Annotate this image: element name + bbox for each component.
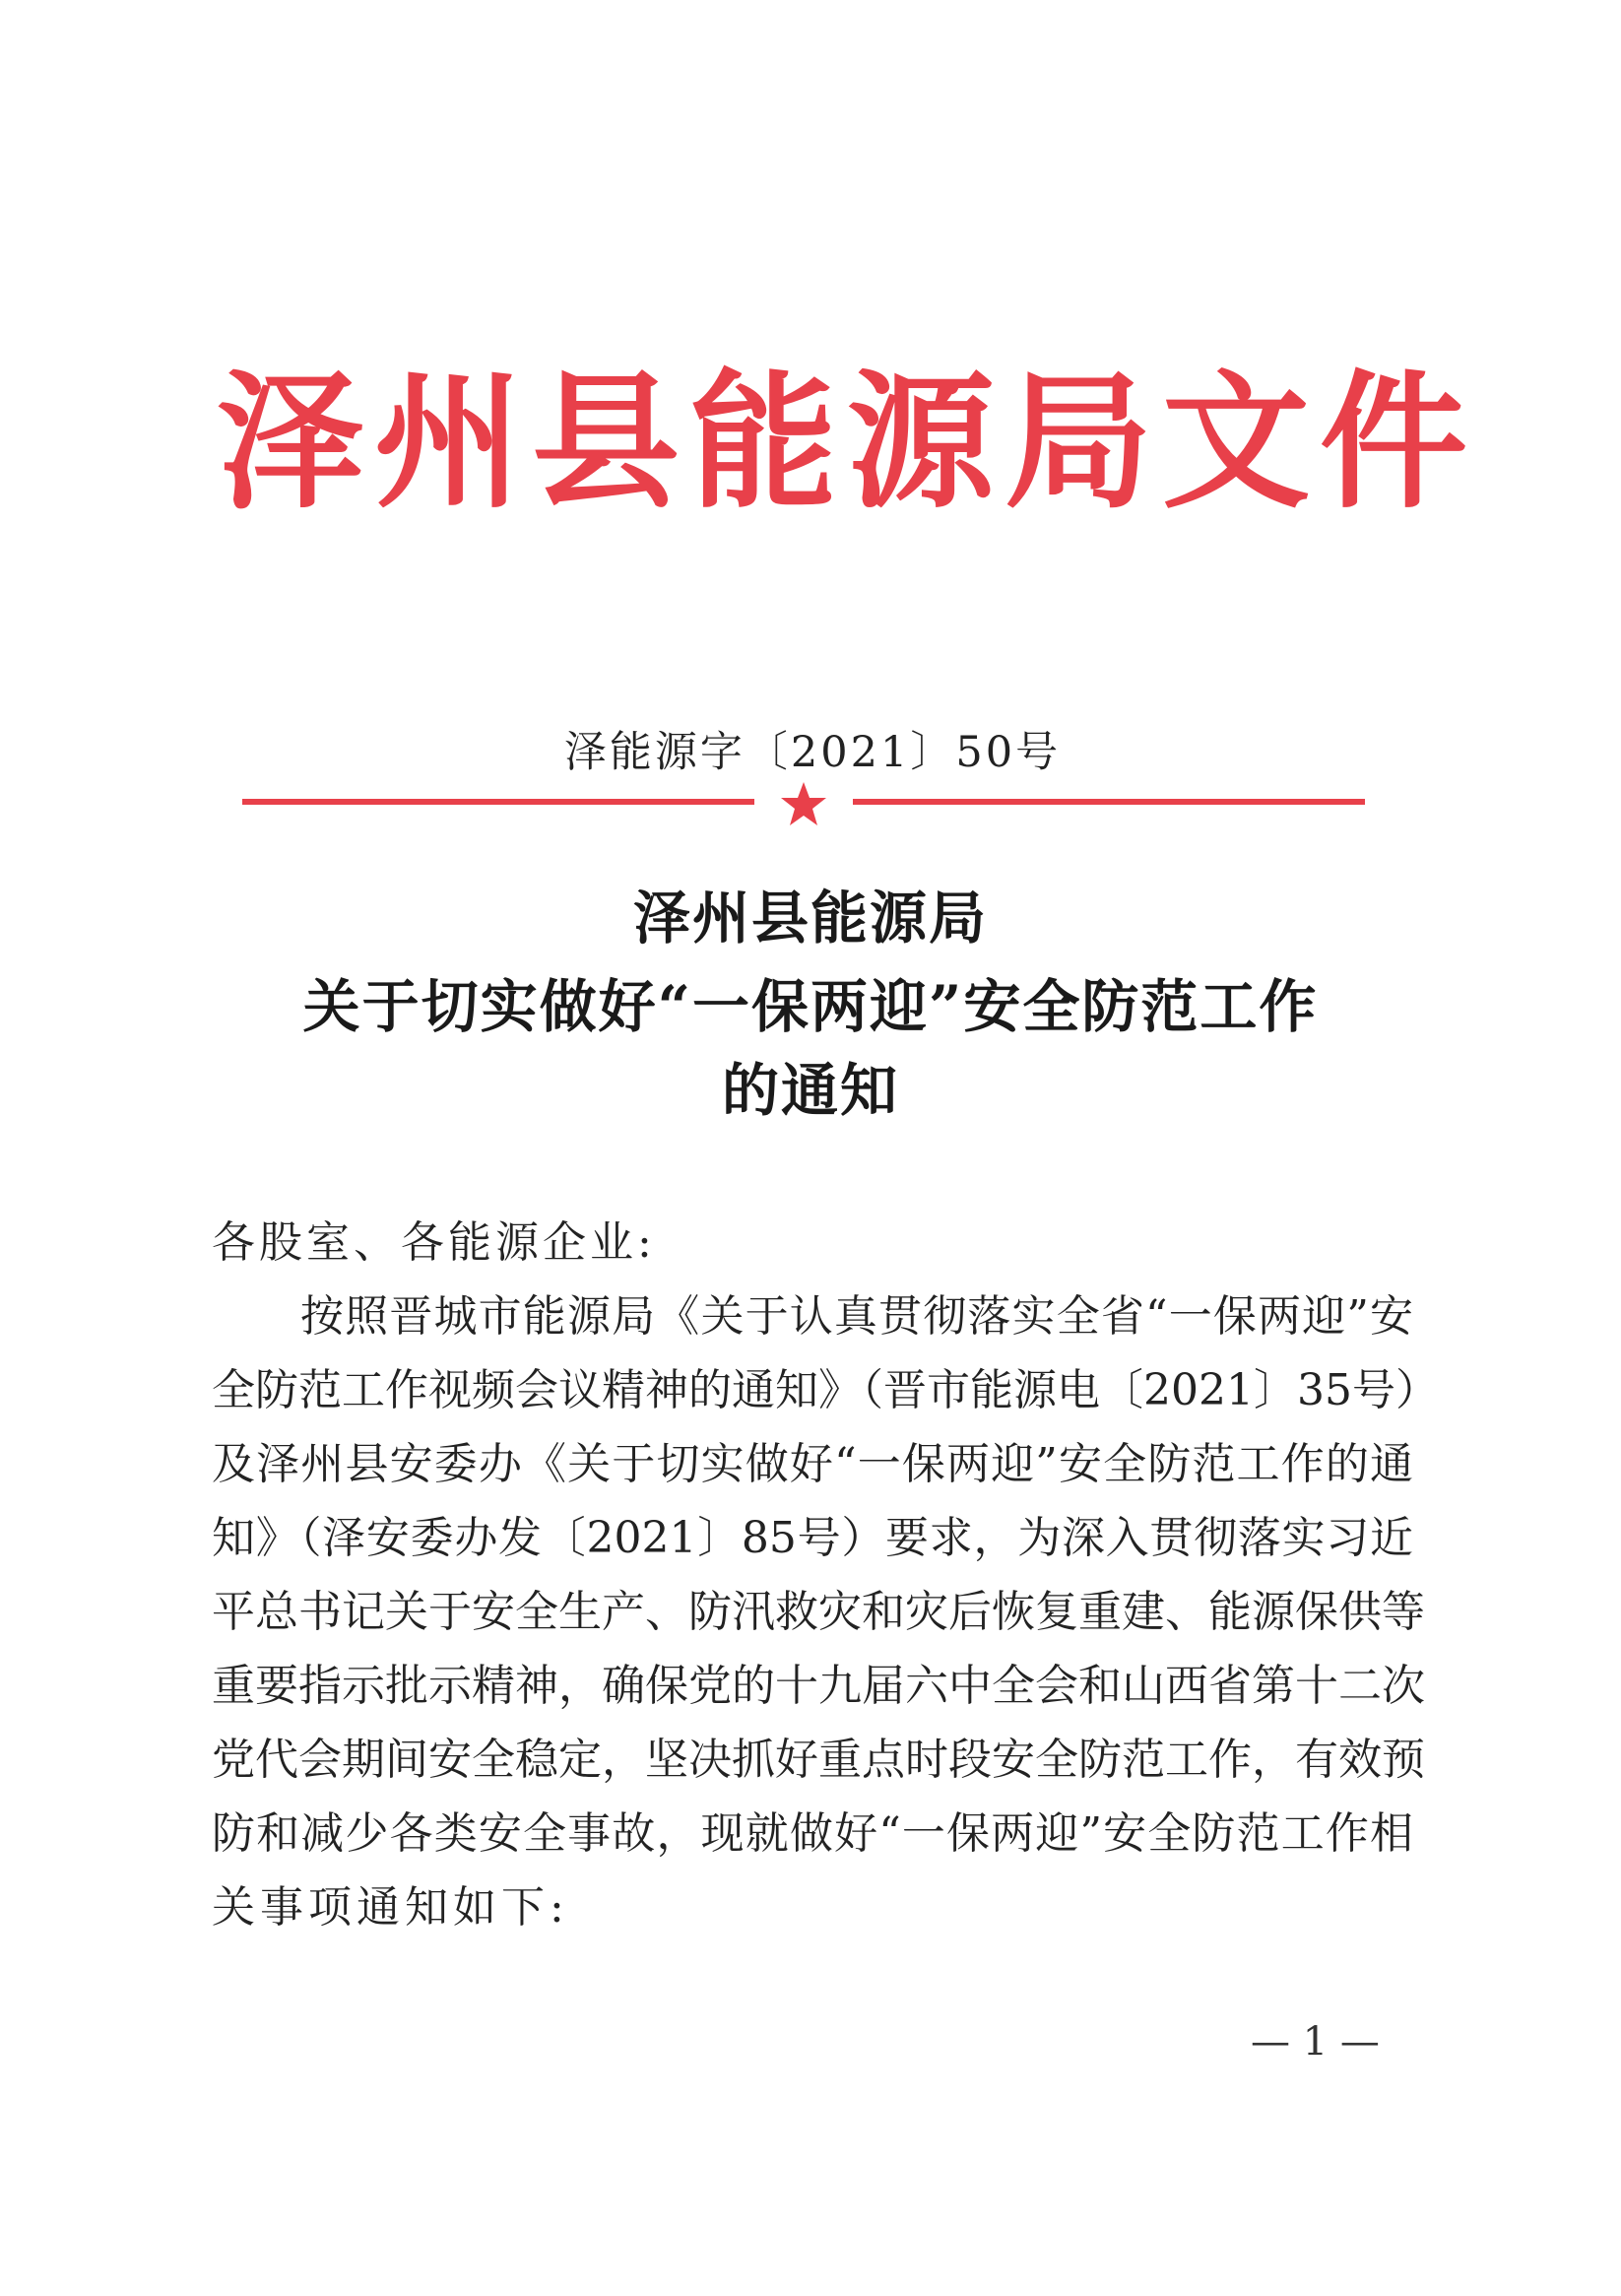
body-line: 关事项通知如下: bbox=[212, 1882, 569, 1933]
body-line: 重要指示批示精神，确保党的十九届六中全会和山西省第十二次 bbox=[212, 1661, 1425, 1711]
document-masthead: 泽州县能源局文件 bbox=[217, 358, 1478, 529]
red-line-left bbox=[242, 799, 754, 805]
title-line-2: 关于切实做好“一保两迎”安全防范工作 bbox=[302, 973, 1319, 1040]
body-line: 防和减少各类安全事故，现就做好“一保两迎”安全防范工作相 bbox=[212, 1808, 1413, 1859]
title-line-1: 泽州县能源局 bbox=[632, 885, 988, 951]
page-number: — 1 — bbox=[1251, 2019, 1380, 2065]
red-separator bbox=[242, 780, 1365, 829]
body-line: 知》（泽安委办发〔2021〕85号）要求，为深入贯彻落实习近 bbox=[212, 1513, 1413, 1563]
body-line: 党代会期间安全稳定，坚决抓好重点时段安全防范工作，有效预 bbox=[212, 1735, 1425, 1785]
star-icon bbox=[779, 780, 828, 827]
body-line: 及泽州县安委办《关于切实做好“一保两迎”安全防范工作的通 bbox=[212, 1439, 1413, 1489]
document-number: 泽能源字〔2021〕50号 bbox=[563, 728, 1062, 777]
body-line: 全防范工作视频会议精神的通知》（晋市能源电〔2021〕35号） bbox=[212, 1365, 1439, 1415]
body-line: 平总书记关于安全生产、防汛救灾和灾后恢复重建、能源保供等 bbox=[212, 1587, 1425, 1637]
title-line-3: 的通知 bbox=[721, 1057, 899, 1124]
salutation: 各股室、各能源企业: bbox=[212, 1217, 656, 1268]
red-line-right bbox=[853, 799, 1365, 805]
body-line: 按照晋城市能源局《关于认真贯彻落实全省“一保两迎”安 bbox=[300, 1291, 1413, 1342]
